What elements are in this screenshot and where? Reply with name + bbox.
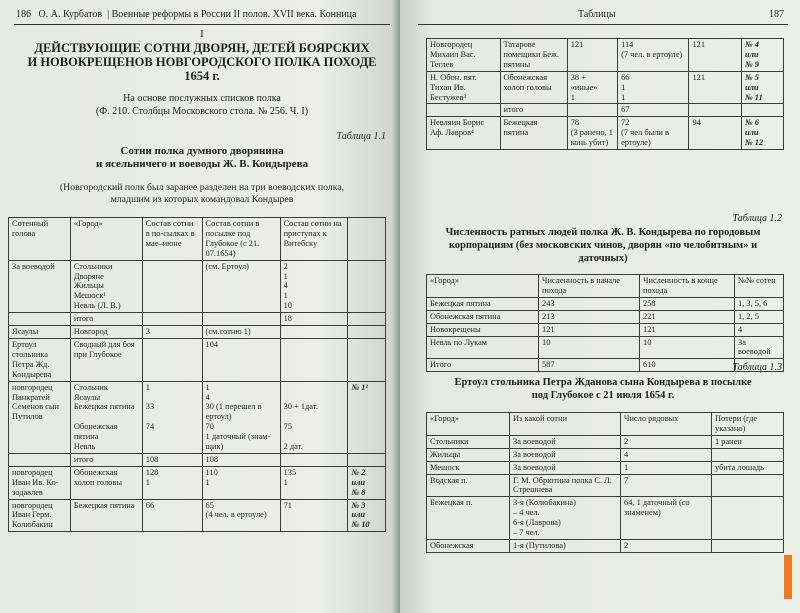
title-line: даточных) [578,253,628,264]
table-row [427,336,784,359]
table-cell: 213 [539,310,640,323]
table-cell: 67 [618,104,689,117]
table-body [427,435,784,552]
table-cell [280,338,348,381]
table-row [427,461,784,474]
table-title [420,376,786,402]
table-cell: Обонежская холоп головы [500,71,567,104]
table-cell: 1 ранен [712,435,784,448]
table-cell: Новгород [70,326,142,339]
table-label: Таблица 1.3 [732,362,782,373]
table-row [9,326,386,339]
title-line: и ясельничего и воеводы Ж. В. Кондырева [95,158,309,170]
table-row [9,499,386,532]
table-cell [348,338,386,381]
column-header: Численность в конце похода [640,275,735,298]
title-line: под Глубокое с 21 июля 1654 г. [531,390,675,401]
table-cell: За воеводой [510,461,621,474]
table-header-row [9,218,386,261]
table-cell: 71 [280,499,348,532]
table-cell: 78 (3 ранено, 1 конь убит) [567,117,617,150]
table-cell: Стольники [427,435,510,448]
table-cell: 108 [202,453,280,466]
table-cell: новгородец Панкратей Семенов сын Путилов [9,381,71,453]
table-cell: итого [500,104,567,117]
header-rule [14,24,390,25]
table-row [427,39,784,72]
table-cell [712,448,784,461]
table-cell [142,313,202,326]
table-row [427,435,784,448]
table-cell: Стольник Ясаулы Бежецкая пятина Обонежская пятина Невль [70,381,142,453]
table-cell: 2 1 4 1 10 [280,260,348,313]
table-cell: Невляин Борис Аф. Лавров⁴ [427,117,501,150]
table-note [14,182,390,206]
table-1-2 [426,274,784,372]
table-cell: Бежецкая пятина [70,499,142,532]
table-cell [741,104,783,117]
table-cell: Невль по Лукам [427,336,539,359]
table-cell [142,338,202,381]
table-cell [348,326,386,339]
table-cell: 2 [621,435,712,448]
table-cell: Сводный для боя при Глубокое [70,338,142,381]
table-cell: 2 [621,539,712,552]
heading-line: ДЕЙСТВУЮЩИЕ СОТНИ ДВОРЯН, ДЕТЕЙ БОЯРСКИХ [34,41,370,55]
table-cell: № 1² [348,381,386,453]
table-cell: 610 [640,359,735,372]
table-cell: 121 [689,39,742,72]
table-row [9,338,386,381]
table-cell: 64, 1 даточный (со знаменем) [621,497,712,540]
table-cell: Новгородец Михаил Вас. Теглев [427,39,501,72]
table-cell: 121 [567,39,617,72]
table-cell: 1, 3, 5, 6 [735,297,784,310]
bookmark-tab [784,555,792,599]
column-header [348,218,386,261]
table-cell [689,104,742,117]
table-body [427,297,784,371]
table-cell [142,260,202,313]
table-header-row [427,413,784,436]
table-cell: 1 [621,461,712,474]
right-page [400,0,800,613]
table-cell [712,474,784,497]
table-row [427,448,784,461]
table-cell: 121 [640,323,735,336]
table-cell: Обонежская [427,539,510,552]
column-header: Численность в начале похода [539,275,640,298]
table-row [427,117,784,150]
table-cell: 587 [539,359,640,372]
table-cell: Бежецкая пятина [427,297,539,310]
table-cell: Ясаулы [9,326,71,339]
title-line: Численность ратных людей полка Ж. В. Кондырева по городовым [445,227,761,238]
table-row [427,104,784,117]
column-header: Сотенный голова [9,218,71,261]
table-cell: 7 [621,474,712,497]
table-cell: 1, 2, 5 [735,310,784,323]
table-cell: 135 1 [280,466,348,499]
source-note [14,92,390,118]
table-cell: За воеводой [510,448,621,461]
table-cell: убита лошадь [712,461,784,474]
title-line: Сотни полка думного дворянина [120,145,284,157]
table-cell: 121 [689,71,742,104]
table-cell: 110 1 [202,466,280,499]
note-line: младшим из которых командовал Кондырев [110,194,294,205]
table-cell: За воеводой [735,336,784,359]
column-header: Состав сотни на приступах к Витебску [280,218,348,261]
table-cell: Обонежская пятина [427,310,539,323]
table-cell: 65 (4 чел. в ертоуле) [202,499,280,532]
table-cell: 3-я (Колюбакина) – 4 чел. 6-я (Лаврова) – 7 чел. [510,497,621,540]
table-cell: новгородец Иван Ив. Ко-зодавлев [9,466,71,499]
table-cell: Мешоск [427,461,510,474]
table-cell [712,539,784,552]
note-line: (Новгородский полк был заранее разделен на три воеводских полка, [59,182,345,193]
source-line: (Ф. 210. Столбцы Московского стола. № 256. Ч. I) [95,106,309,117]
heading-line: И НОВОКРЕЩЕНОВ НОВГОРОДСКОГО ПОЛКА ПОХОДЕ [27,55,377,69]
table-cell [712,497,784,540]
table-title [420,226,786,265]
table-cell [9,453,71,466]
table-cell: 66 [142,499,202,532]
table-cell: Итого [427,359,539,372]
table-cell: 66 1 1 [618,71,689,104]
table-cell: (см.сотню 1) [202,326,280,339]
table-cell: 108 [142,453,202,466]
source-line: На основе послужных списков полка [123,93,281,104]
table-header-row [427,275,784,298]
table-1-1-continued [426,38,784,150]
table-cell: 258 [640,297,735,310]
table-cell: 221 [640,310,735,323]
table-cell: 243 [539,297,640,310]
table-row [427,474,784,497]
table-row [427,497,784,540]
table-cell: 4 [735,323,784,336]
table-cell [427,104,501,117]
table-cell [202,313,280,326]
table-cell: Водская п. [427,474,510,497]
table-cell [348,260,386,313]
table-cell: итого [70,313,142,326]
title-line: корпорациям (без московских чинов, дворян «по челобитным» и [448,240,758,251]
table-row [427,359,784,372]
table-row [427,539,784,552]
table-cell: 30 + 1дат. 75 2 дат. [280,381,348,453]
table-cell [567,104,617,117]
column-header: №№ сотен [735,275,784,298]
column-header: Состав сотни в по-сылках в мае–июне [142,218,202,261]
table-cell: 104 [202,338,280,381]
page-number: 186 [16,9,31,20]
table-cell: (см. Ертоул) [202,260,280,313]
section-number: I [200,28,204,40]
page-number: 187 [769,9,784,20]
table-cell: Ертоул стольника Петра Жд. Кондырева [9,338,71,381]
table-body [427,39,784,150]
table-cell: 18 [280,313,348,326]
table-cell [348,453,386,466]
table-row [427,71,784,104]
table-cell: 4 [621,448,712,461]
table-row [427,323,784,336]
column-header: Потери (где указано) [712,413,784,436]
table-cell: Жильцы [427,448,510,461]
table-cell: 38 + «иные» 1 [567,71,617,104]
table-cell: Бежецкая пятина [500,117,567,150]
main-heading [14,41,390,83]
table-cell: 1-я (Путилова) [510,539,621,552]
table-cell: новгородец Иван Герм. Колюбакин [9,499,71,532]
title-line: Ертоул стольника Петра Жданова сына Кондырева в посылке [454,377,752,388]
table-cell: Татарове помещики Беж. пятины [500,39,567,72]
table-body [9,260,386,532]
table-row [9,381,386,453]
table-cell: Обонежская холоп головы [70,466,142,499]
table-label: Таблица 1.1 [336,131,386,142]
table-cell [348,313,386,326]
table-title [14,145,390,171]
column-header: Состав сотни в посылке под Глубокое (с 21. 07.1654) [202,218,280,261]
table-cell: 72 (7 чел были в ертоуле) [618,117,689,150]
column-header: «Город» [427,413,510,436]
table-cell: 128 1 [142,466,202,499]
column-header: «Город» [70,218,142,261]
table-cell: 114 (7 чел. в ертоуле) [618,39,689,72]
column-header: Число рядовых [621,413,712,436]
table-cell [9,313,71,326]
table-cell: Бежецкая п. [427,497,510,540]
book-title: Военные реформы в России II полов. XVII века. Конница [111,9,357,20]
column-header: Из какой сотни [510,413,621,436]
table-1-1 [8,217,386,532]
table-cell [280,326,348,339]
table-cell: Новокрещены [427,323,539,336]
table-cell: Стольники Дворяне Жильцы Мешоск¹ Невль (Л. В.) [70,260,142,313]
table-cell: 10 [640,336,735,359]
table-cell [280,453,348,466]
heading-line: 1654 г. [184,69,220,83]
author: О. А. Курбатов [38,9,103,20]
table-cell: 1 4 30 (1 перешел в ертоул) 70 1 даточный (знам-щик) [202,381,280,453]
table-cell: № 4 или № 9 [741,39,783,72]
table-row [9,260,386,313]
table-row [427,297,784,310]
table-cell: № 2 или № 8 [348,466,386,499]
table-cell: 10 [539,336,640,359]
table-cell: 121 [539,323,640,336]
right-running-title: Таблицы [578,9,616,20]
table-cell: За воеводой [9,260,71,313]
table-cell: итого [70,453,142,466]
left-running-head: 186 О. А. Курбатов | Военные реформы в России II полов. XVII века. Конница [16,9,357,20]
table-cell: Н. Обон. пят. Тихан Ив. Бестужев³ [427,71,501,104]
table-cell: За воеводой [510,435,621,448]
table-1-3 [426,412,784,553]
table-row [9,453,386,466]
table-cell: 94 [689,117,742,150]
table-cell: 3 [142,326,202,339]
table-cell: № 6 или № 12 [741,117,783,150]
table-row [427,310,784,323]
table-row [9,466,386,499]
table-row [9,313,386,326]
table-label: Таблица 1.2 [732,213,782,224]
table-cell: Г. М. Обрютина полка С. Л. Стрешнева [510,474,621,497]
header-rule [418,24,788,25]
table-cell: 1 33 74 [142,381,202,453]
table-cell: № 5 или № 11 [741,71,783,104]
table-cell: № 3 или № 10 [348,499,386,532]
column-header: «Город» [427,275,539,298]
